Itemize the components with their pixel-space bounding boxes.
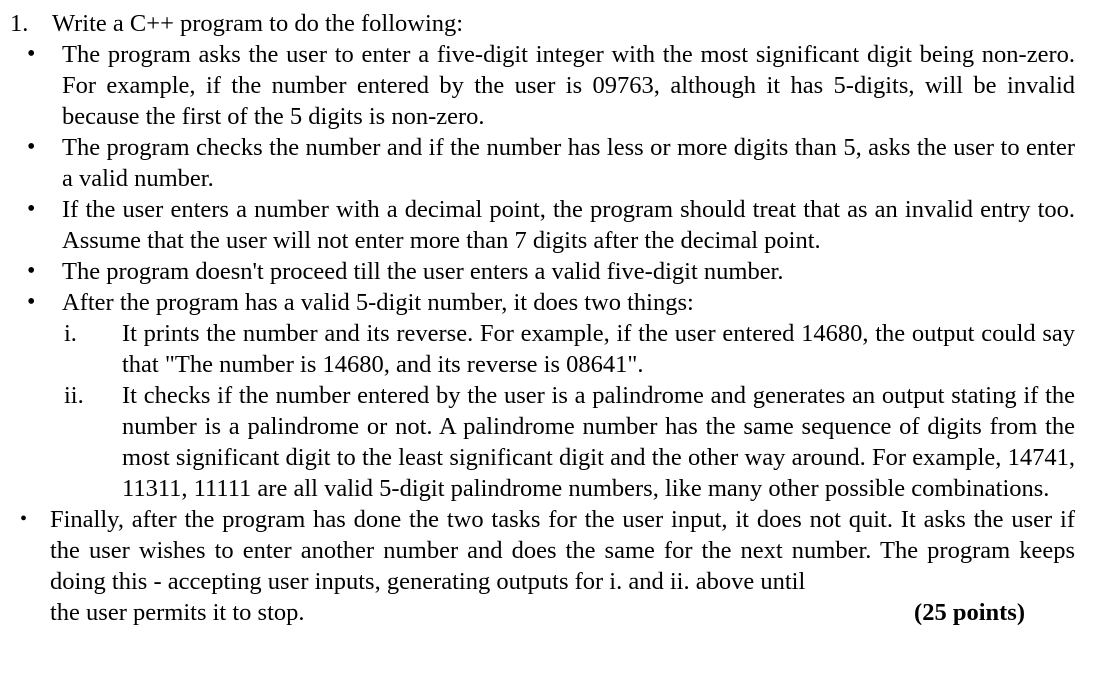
points-label: (25 points) <box>914 599 1025 626</box>
bullet-item-1 <box>0 39 1111 132</box>
bullet-icon: • <box>27 289 36 315</box>
bullet-text: Finally, after the program has done the two tasks for the user input, it does not quit. It asks the user if the user wishes to enter another number and does the same for the next number. The program keeps doing this - accepting user inputs, generating outputs for i. and ii. above until <box>50 506 1075 595</box>
sub-item-ii <box>0 380 1111 504</box>
bullet-item-2 <box>0 132 1111 194</box>
bullet-text: After the program has a valid 5-digit number, it does two things: <box>62 289 694 316</box>
bullet-text: The program checks the number and if the number has less or more digits than 5, asks the user to enter a valid number. <box>62 134 1075 192</box>
roman-numeral-marker: ii. <box>64 382 84 409</box>
final-line <box>50 597 1075 628</box>
bullet-text: The program asks the user to enter a five-digit integer with the most significant digit being non-zero. For example, if the number entered by the user is 09763, although it has 5-digits, will be invalid because the first of the 5 digits is non-zero. <box>62 41 1075 130</box>
bullet-icon: • <box>27 258 36 284</box>
question-number: 1. <box>10 10 29 37</box>
sub-item-i <box>0 318 1111 380</box>
bullet-icon: • <box>20 508 28 530</box>
assignment-page <box>0 8 1111 628</box>
question-heading <box>0 8 1111 39</box>
bullet-item-4 <box>0 256 1111 287</box>
bullet-icon: • <box>27 41 36 67</box>
final-line-text: the user permits it to stop. <box>50 599 305 626</box>
bullet-icon: • <box>27 134 36 160</box>
sub-item-text: It prints the number and its reverse. For example, if the user entered 14680, the output could say that "The number is 14680, and its reverse is 08641". <box>122 320 1075 378</box>
bullet-text: The program doesn't proceed till the user enters a valid five-digit number. <box>62 258 784 285</box>
bullet-item-final <box>0 504 1111 628</box>
question-title: Write a C++ program to do the following: <box>52 10 464 37</box>
bullet-text: If the user enters a number with a decimal point, the program should treat that as an invalid entry too. Assume that the user will not enter more than 7 digits after the decimal point. <box>62 196 1075 254</box>
bullet-icon: • <box>27 196 36 222</box>
roman-numeral-marker: i. <box>64 320 77 347</box>
bullet-item-3 <box>0 194 1111 256</box>
sub-item-text: It checks if the number entered by the user is a palindrome and generates an output stating if the number is a palindrome or not. A palindrome number has the same sequence of digits from the most significant digit to the least significant digit and the other way around. For example, 14741, 11311, 11111 are all valid 5-digit palindrome numbers, like many other possible combinations. <box>122 382 1075 502</box>
bullet-item-5 <box>0 287 1111 318</box>
